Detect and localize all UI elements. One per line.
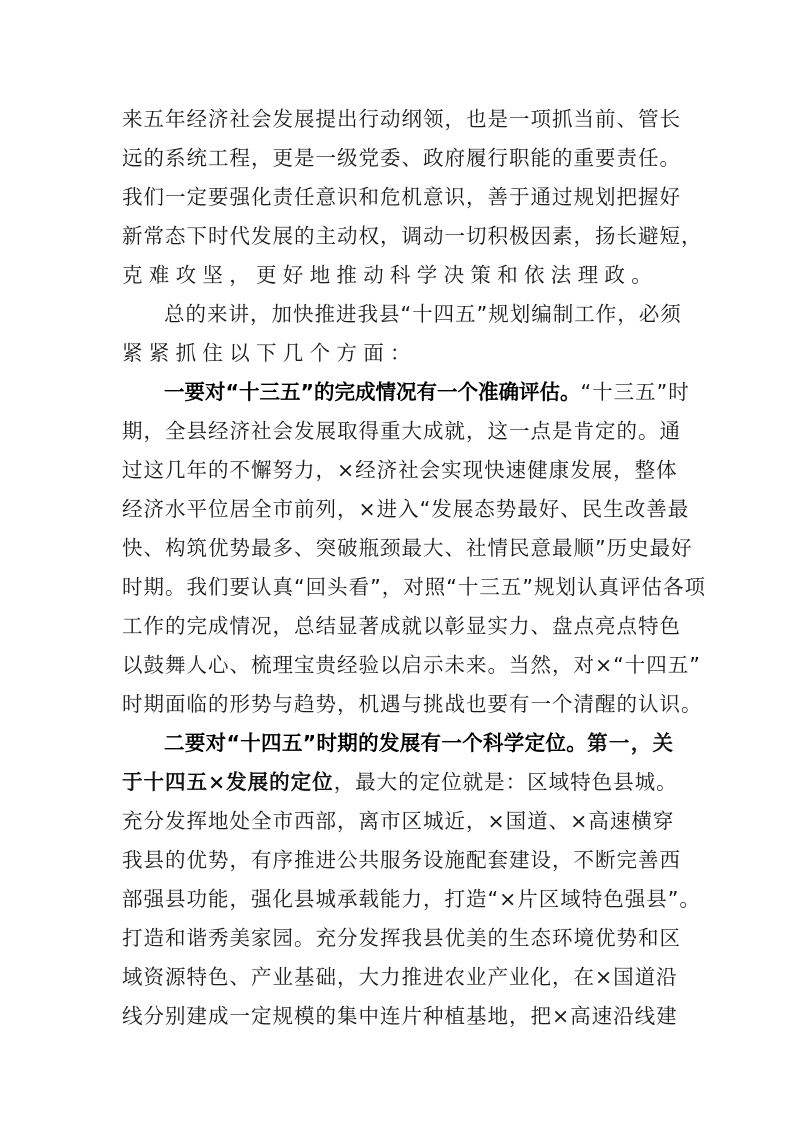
text-line: 我县的优势，有序推进公共服务设施配套建设，不断完善西 [122, 848, 681, 872]
text-line: 期，全县经济社会发展取得重大成就，这一点是肯定的。通 [122, 419, 681, 443]
text-line: 打造和谐秀美家园。充分发挥我县优美的生态环境优势和区 [122, 926, 681, 950]
text-line [122, 763, 678, 802]
paragraph-4 [122, 724, 701, 1036]
text-line: 快、构筑优势最多、突破瓶颈最大、社情民意最顺”历史最好 [122, 536, 693, 560]
text-line: 总的来讲，加快推进我县“十四五”规划编制工作，必须 [164, 302, 682, 326]
text-line: 时期。我们要认真“回头看”，对照“十三五”规划认真评估各项 [122, 575, 706, 599]
text-line: 以鼓舞人心、梳理宝贵经验以启示未来。当然，对×“十四五” [122, 653, 701, 677]
document-body [122, 100, 706, 1036]
paragraph-3 [122, 373, 706, 724]
text-line: 我们一定要强化责任意识和危机意识，善于通过规划把握好 [122, 185, 681, 209]
subheading-fragment: 于十四五×发展的定位 [122, 770, 334, 794]
paragraph-1 [122, 100, 703, 295]
text-line: 来五年经济社会发展提出行动纲领，也是一项抓当前、管长 [122, 107, 681, 131]
text-line: 域资源特色、产业基础，大力推进农业产业化，在×国道沿 [122, 965, 678, 989]
text-line: 新常态下时代发展的主动权，调动一切积极因素，扬长避短， [122, 224, 703, 248]
text-fragment: “十三五”时 [580, 380, 690, 404]
paragraph-2 [122, 295, 682, 373]
section-heading-1: 一要对“十三五”的完成情况有一个准确评估。 [164, 380, 581, 404]
text-line: 部强县功能，强化县城承载能力，打造“×片区域特色强县”。 [122, 887, 701, 911]
text-line: 充分发挥地处全市西部，离市区城近，×国道、×高速横穿 [122, 809, 675, 833]
text-line [122, 724, 674, 763]
text-line: 工作的完成情况，总结显著成就以彰显实力、盘点亮点特色 [122, 614, 681, 638]
text-line: 时期面临的形势与趋势，机遇与挑战也要有一个清醒的认识。 [122, 692, 703, 716]
text-line: 克难攻坚，更好地推动科学决策和依法理政。 [122, 263, 658, 287]
text-fragment: ，最大的定位就是：区域特色县城。 [333, 770, 678, 794]
text-line: 紧紧抓住以下几个方面： [122, 341, 417, 365]
section-heading-2: 二要对“十四五”时期的发展有一个科学定位。 [164, 731, 588, 755]
subheading-fragment: 第一，关 [587, 731, 675, 755]
text-line: 线分别建成一定规模的集中连片种植基地，把×高速沿线建 [122, 1004, 678, 1028]
text-line: 远的系统工程，更是一级党委、政府履行职能的重要责任。 [122, 146, 681, 170]
text-line: 经济水平位居全市前列，×进入“发展态势最好、民生改善最 [122, 497, 690, 521]
text-line: 过这几年的不懈努力，×经济社会实现快速健康发展，整体 [122, 458, 678, 482]
text-line [122, 373, 690, 412]
